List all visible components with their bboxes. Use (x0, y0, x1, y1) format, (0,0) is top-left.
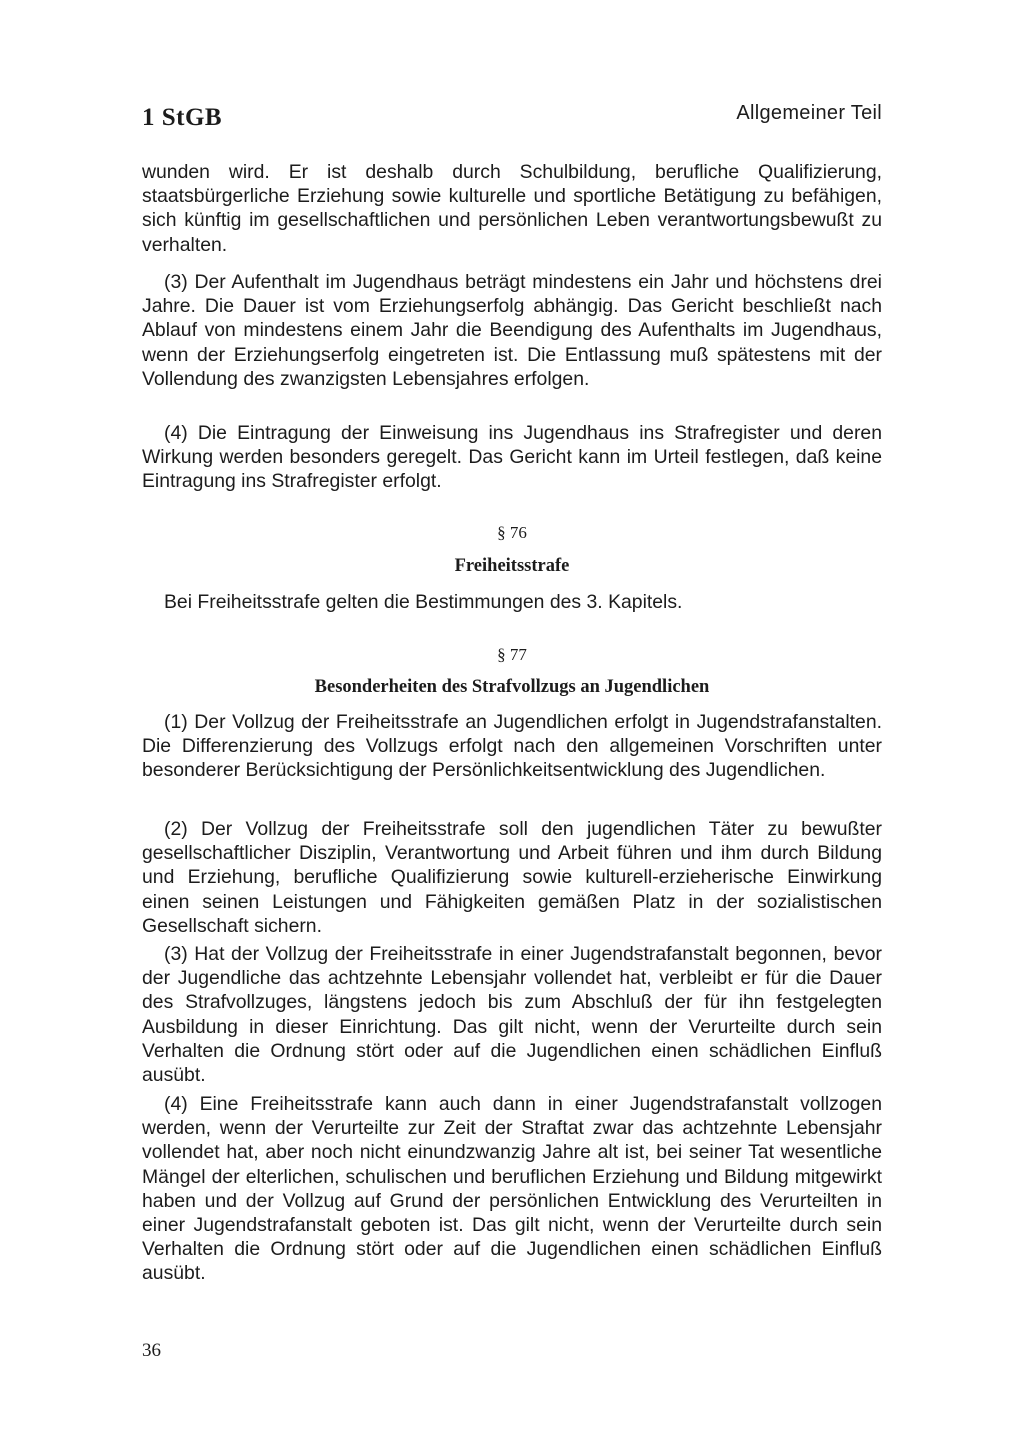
section-76-number: § 76 (497, 523, 527, 542)
section-77-title: Besonderheiten des Strafvollzugs an Jugendlichen (314, 677, 710, 697)
paragraph-75-3: (3) Der Aufenthalt im Jugendhaus beträgt mindestens ein Jahr und höchstens drei Jahre. Die Dauer ist vom Erziehungserfolg abhängig. Das Gericht beschließt nach Ablauf von mindestens einem Jahr die Beendigung des Aufenthalts im Jugendhaus, wenn der Erziehungserfolg eingetreten ist. Die Entlassung muß spätestens mit der Vollendung des zwanzigsten Lebensjahres erfolgen. (142, 271, 882, 390)
paragraph-75-4: (4) Die Eintragung der Einweisung ins Jugendhaus ins Strafregister und deren Wirkung werden besonders geregelt. Das Gericht kann im Urteil festlegen, daß keine Eintragung ins Strafregister erfolgt. (142, 422, 882, 493)
paragraph-77-3: (3) Hat der Vollzug der Freiheitsstrafe in einer Jugendstrafanstalt begonnen, bevor der Jugendliche das achtzehnte Lebensjahr vollendet hat, verbleibt er für die Dauer des Strafvollzuges, längstens jedoch bis zum Abschluß der für ihn festgelegten Ausbildung in dieser Einrichtung. Das gilt nicht, wenn der Verurteilte durch sein Verhalten die Ordnung stört oder auf die Jugendlichen einen schädlichen Einfluß ausübt. (142, 943, 882, 1087)
running-header (142, 100, 882, 134)
paragraph-77-2: (2) Der Vollzug der Freiheitsstrafe soll den jugendlichen Täter zu bewußter gesellschaftlicher Disziplin, Verantwortung und Arbeit führen und ihm durch Bildung und Erziehung, berufliche Qualifizierung sowie kulturell-erzieherische Einwirkung einen seinen Leistungen und Fähigkeiten gemäßen Platz in der sozialistischen Gesellschaft sichern. (142, 818, 882, 937)
paragraph-77-4: (4) Eine Freiheitsstrafe kann auch dann in einer Jugendstrafanstalt vollzogen werden, wenn der Verurteilte zur Zeit der Straftat zwar das achtzehnte Lebensjahr vollendet hat, aber noch nicht einundzwanzig Jahre alt ist, bei seiner Tat wesentliche Mängel der elterlichen, schulischen und beruflichen Erziehung und Bildung mitgewirkt haben und der Vollzug auf Grund der persönlichen Entwicklung des Verurteilten in einer Jugendstrafanstalt geboten ist. Das gilt nicht, wenn der Verurteilte durch sein Verhalten die Ordnung stört oder auf die Jugendlichen einen schädlichen Einfluß ausübt. (142, 1093, 882, 1285)
section-76-text: Bei Freiheitsstrafe gelten die Bestimmungen des 3. Kapitels. (164, 591, 683, 613)
continuation-paragraph: wunden wird. Er ist deshalb durch Schulbildung, berufliche Qualifizierung, staatsbürgerliche Erziehung sowie kulturelle und sportliche Betätigung zu befähigen, sich künftig im gesellschaftlichen und persönlichen Leben verantwortungsbewußt zu verhalten. (142, 161, 882, 256)
paragraph-77-1: (1) Der Vollzug der Freiheitsstrafe an Jugendlichen erfolgt in Jugendstrafanstalten. Die Differenzierung des Vollzugs erfolgt nach den allgemeinen Vorschriften unter besonderer Berücksichtigung der Persönlichkeitsentwicklung des Jugendlichen. (142, 711, 882, 782)
section-77-number: § 77 (497, 645, 527, 664)
part-title: Allgemeiner Teil (736, 102, 882, 124)
code-abbreviation: 1 StGB (142, 104, 223, 131)
page-number: 36 (142, 1340, 161, 1361)
section-76-title: Freiheitsstrafe (454, 556, 570, 576)
